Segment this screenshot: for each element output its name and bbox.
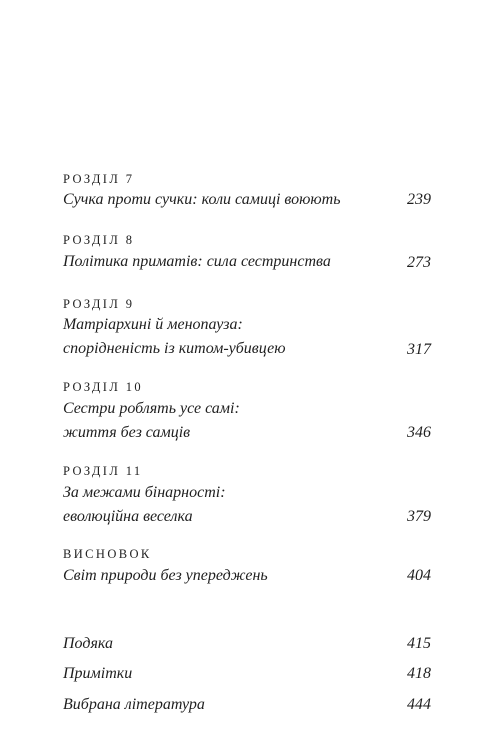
chapter-page-number: 273 (407, 254, 431, 271)
chapter-title: Світ природи без упереджень (63, 567, 268, 584)
back-matter-title: Вибрана література (63, 696, 205, 713)
chapter-title: Сучка проти сучки: коли самиці воюють (63, 191, 341, 208)
back-matter-title: Примітки (63, 665, 133, 682)
chapter-label: РОЗДІЛ 9 (63, 297, 135, 311)
back-matter-page-number: 415 (407, 635, 431, 652)
chapter-title-line-2: життя без самців (63, 424, 191, 441)
chapter-title-line-2: еволюційна веселка (63, 508, 193, 525)
chapter-page-number: 317 (407, 341, 431, 358)
chapter-page-number: 404 (407, 567, 431, 584)
chapter-label: РОЗДІЛ 8 (63, 233, 135, 247)
chapter-title-line-2: спорідненість із китом-убивцею (63, 340, 286, 357)
back-matter-page-number: 418 (407, 665, 431, 682)
chapter-page-number: 346 (407, 424, 431, 441)
back-matter-title: Подяка (63, 635, 113, 652)
chapter-title-line-1: Сестри роблять усе самі: (63, 400, 240, 417)
chapter-label: РОЗДІЛ 11 (63, 464, 143, 478)
chapter-page-number: 379 (407, 508, 431, 525)
chapter-title: Політика приматів: сила сестринства (63, 253, 331, 270)
chapter-page-number: 239 (407, 191, 431, 208)
chapter-label: ВИСНОВОК (63, 547, 152, 561)
chapter-label: РОЗДІЛ 10 (63, 380, 144, 394)
back-matter-page-number: 444 (407, 696, 431, 713)
chapter-label: РОЗДІЛ 7 (63, 172, 135, 186)
chapter-title-line-1: Матріархині й менопауза: (63, 316, 243, 333)
chapter-title-line-1: За межами бінарності: (63, 484, 226, 501)
